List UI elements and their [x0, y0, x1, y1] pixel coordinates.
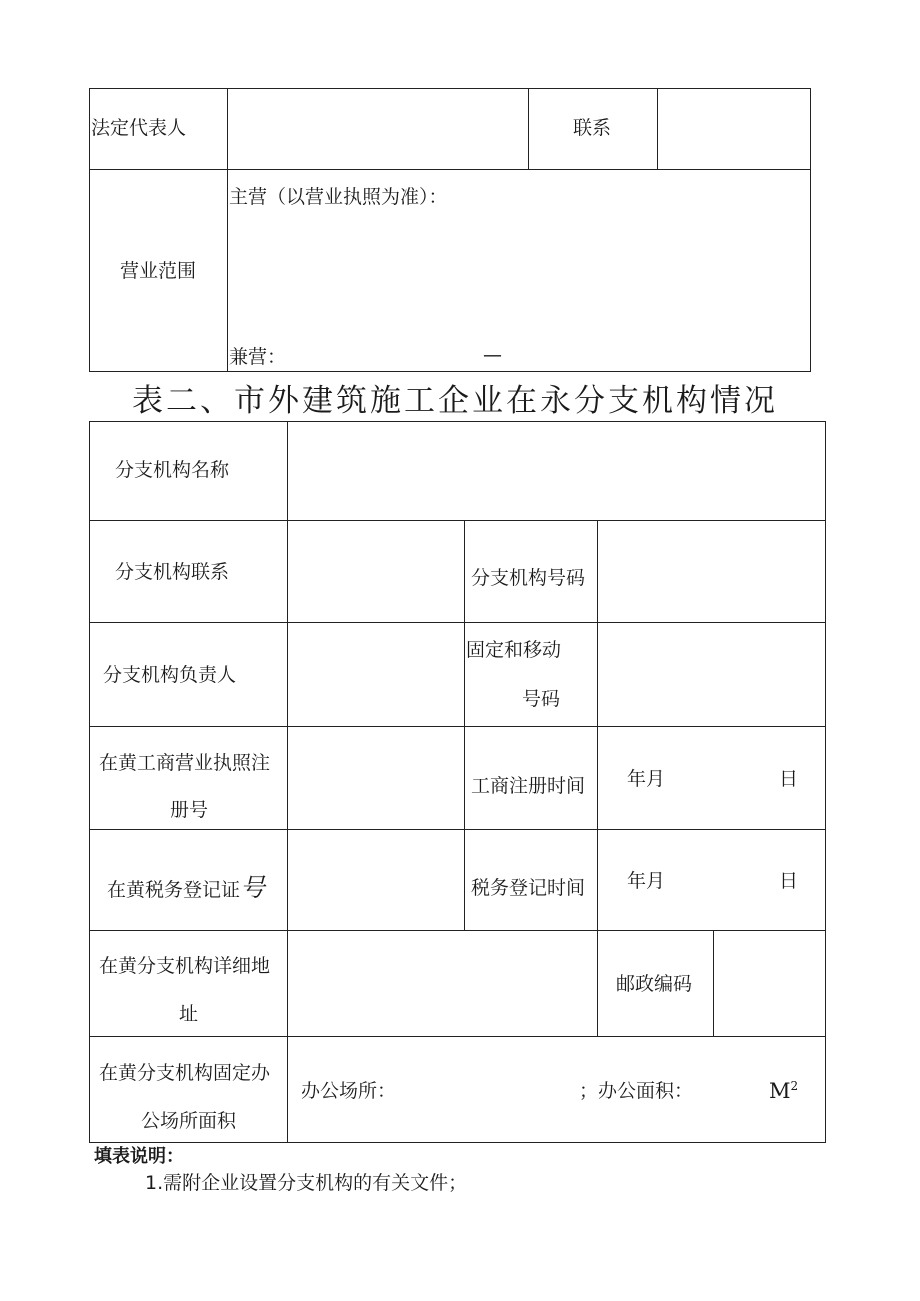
branch-name-label: 分支机构名称: [115, 459, 230, 481]
office-label-line1: 在黄分支机构固定办: [99, 1062, 271, 1084]
notes-item-1: 1.需附企业设置分支机构的有关文件；: [145, 1172, 468, 1194]
main-business-label: 主营（以营业执照为准）：: [229, 186, 448, 208]
branch-head-field[interactable]: [288, 623, 463, 726]
tax-time-label: 税务登记时间: [471, 877, 586, 899]
branch-contact-label: 分支机构联系: [115, 561, 230, 583]
address-label-line2: 址: [179, 1003, 199, 1025]
branch-number-field[interactable]: [598, 521, 824, 622]
office-area-label: ；办公面积：: [579, 1080, 694, 1102]
fixed-mobile-label-line1: 固定和移动: [466, 639, 562, 661]
main-business-field[interactable]: [228, 215, 809, 335]
notes-heading: 填表说明：: [94, 1146, 184, 1167]
address-label-line1: 在黄分支机构详细地: [99, 955, 271, 977]
tax-cert-label-text: 在黄税务登记证: [107, 879, 241, 901]
branch-number-label: 分支机构号码: [471, 567, 586, 589]
office-label-line2: 公场所面积: [141, 1110, 237, 1132]
section-title: 表二、市外建筑施工企业在永分支机构情况: [132, 383, 778, 419]
reg-time-label: 工商注册时间: [471, 775, 586, 797]
tax-time-d: 日: [779, 870, 799, 892]
postal-label: 邮政编码: [616, 973, 693, 995]
address-field[interactable]: [288, 931, 596, 1036]
reg-time-field[interactable]: [598, 727, 824, 829]
tax-time-ym: 年月: [627, 870, 666, 892]
postal-field[interactable]: [714, 931, 824, 1036]
legal-rep-field[interactable]: [228, 89, 527, 169]
license-reg-field[interactable]: [288, 727, 463, 829]
license-reg-label-line2: 册号: [170, 799, 209, 821]
office-area-unit-sup: 2: [790, 1079, 799, 1093]
fixed-mobile-label-line2: 号码: [522, 688, 561, 710]
reg-time-d: 日: [779, 768, 799, 790]
contact-label: 联系: [573, 117, 612, 139]
office-place-label: 办公场所：: [301, 1080, 397, 1102]
fixed-mobile-field[interactable]: [598, 623, 824, 726]
tax-cert-field[interactable]: [288, 830, 463, 930]
office-area-unit-text: M: [769, 1079, 791, 1103]
branch-head-label: 分支机构负责人: [103, 664, 237, 686]
branch-name-field[interactable]: [288, 422, 824, 520]
tax-cert-suffix: 号: [240, 873, 266, 902]
office-place-field[interactable]: [400, 1060, 575, 1110]
tax-cert-label: [107, 875, 265, 900]
side-business-dash: —: [483, 344, 502, 366]
reg-time-ym: 年月: [627, 768, 666, 790]
side-business-label: 兼营：: [229, 346, 287, 368]
office-area-unit: [769, 1080, 798, 1102]
contact-field[interactable]: [658, 89, 809, 169]
branch-contact-field[interactable]: [288, 521, 463, 622]
license-reg-label-line1: 在黄工商营业执照注: [99, 752, 271, 774]
office-area-field[interactable]: [690, 1060, 765, 1110]
legal-rep-label: 法定代表人: [91, 117, 187, 139]
scope-label: 营业范围: [120, 260, 197, 282]
tax-time-field[interactable]: [598, 830, 824, 930]
